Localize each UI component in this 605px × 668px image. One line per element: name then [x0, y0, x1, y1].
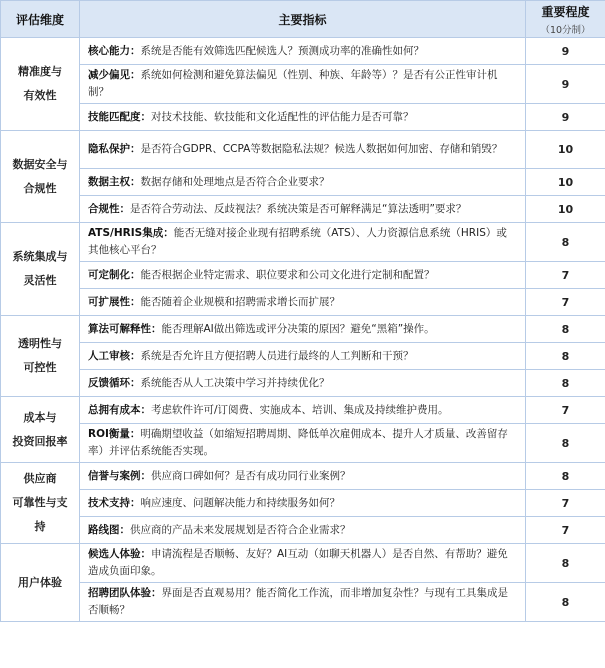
importance-score: 7 [526, 397, 605, 424]
indicator-description: 数据存储和处理地点是否符合企业要求？ [140, 175, 330, 188]
table-row [1, 424, 605, 463]
table-row [1, 196, 605, 223]
dimension-line: 精准度与 [18, 65, 62, 78]
indicator-name: 隐私保护： [88, 143, 141, 155]
table-row [1, 517, 605, 544]
indicator-name: 技术支持： [88, 496, 141, 509]
dimension-line: 有效性 [23, 89, 57, 102]
indicator-description: 系统能否从人工决策中学习并持续优化？ [140, 376, 330, 389]
table-row [1, 370, 605, 397]
indicator-name: 可定制化： [88, 268, 141, 281]
indicator-cell [80, 370, 526, 397]
indicator-name: 数据主权： [88, 175, 141, 188]
indicator-cell [80, 65, 526, 104]
importance-score: 8 [526, 316, 605, 343]
importance-score: 9 [526, 65, 605, 104]
importance-score: 7 [526, 262, 605, 289]
dimension-line: 持 [34, 520, 46, 533]
dimension-cell [1, 223, 80, 316]
importance-score: 8 [526, 463, 605, 490]
indicator-cell [80, 316, 526, 343]
indicator-cell [80, 104, 526, 131]
dimension-line: 可控性 [23, 361, 57, 374]
indicator-name: 合规性： [88, 202, 130, 215]
table-row [1, 490, 605, 517]
header-dimension: 评估维度 [1, 1, 80, 38]
indicator-name: 候选人体验： [88, 548, 151, 560]
table-row [1, 169, 605, 196]
dimension-cell [1, 131, 80, 223]
indicator-cell [80, 490, 526, 517]
importance-score: 8 [526, 583, 605, 622]
header-importance-scale: （10分制） [540, 24, 591, 36]
indicator-cell [80, 223, 526, 262]
indicator-cell [80, 517, 526, 544]
importance-score: 8 [526, 370, 605, 397]
indicator-description: 考虑软件许可/订阅费、实施成本、培训、集成及持续维护费用。 [151, 403, 449, 416]
indicator-description: 能否随着企业规模和招聘需求增长而扩展？ [140, 295, 340, 308]
indicator-description: 是否符合劳动法、反歧视法？系统决策是否可解释满足“算法透明”要求？ [130, 202, 467, 215]
header-importance-label: 重要程度 [541, 4, 590, 19]
indicator-description: 对技术技能、软技能和文化适配性的评估能力是否可靠？ [151, 110, 414, 123]
dimension-line: 投资回报率 [12, 434, 68, 448]
indicator-name: 可扩展性： [88, 295, 141, 308]
indicator-name: ATS/HRIS集成： [88, 227, 174, 239]
dimension-line: 可靠性与支 [12, 496, 68, 509]
dimension-line: 合规性 [23, 181, 57, 195]
indicator-description: 响应速度、问题解决能力和持续服务如何？ [140, 496, 340, 509]
dimension-cell [1, 463, 80, 544]
indicator-name: 算法可解释性： [88, 322, 162, 335]
table-row [1, 583, 605, 622]
indicator-cell [80, 583, 526, 622]
indicator-cell [80, 424, 526, 463]
importance-score: 8 [526, 544, 605, 583]
dimension-cell [1, 397, 80, 463]
indicator-description: 系统如何检测和避免算法偏见（性别、种族、年龄等）？是否有公正性审计机制？ [88, 69, 498, 98]
importance-score: 10 [526, 196, 605, 223]
table-body [1, 38, 605, 622]
header-row [1, 1, 605, 38]
importance-score: 7 [526, 490, 605, 517]
table-row [1, 104, 605, 131]
indicator-description: 系统是否允许且方便招聘人员进行最终的人工判断和干预？ [140, 349, 414, 362]
indicator-name: 反馈循环： [88, 376, 141, 389]
table-row [1, 262, 605, 289]
indicator-description: 供应商的产品未来发展规划是否符合企业需求？ [130, 523, 351, 536]
indicator-cell [80, 196, 526, 223]
indicator-cell [80, 131, 526, 169]
indicator-cell [80, 343, 526, 370]
indicator-name: 减少偏见： [88, 69, 141, 81]
table-row [1, 316, 605, 343]
indicator-description: 能否无缝对接企业现有招聘系统（ATS）、人力资源信息系统（HRIS）或其他核心平台？ [88, 227, 507, 256]
table-row [1, 397, 605, 424]
importance-score: 9 [526, 38, 605, 65]
importance-score: 10 [526, 169, 605, 196]
table-row [1, 544, 605, 583]
importance-score: 10 [526, 131, 605, 169]
importance-score: 7 [526, 517, 605, 544]
table-row [1, 38, 605, 65]
indicator-cell [80, 397, 526, 424]
indicator-name: 招聘团队体验： [88, 587, 162, 599]
dimension-line: 透明性与 [18, 337, 62, 350]
importance-score: 7 [526, 289, 605, 316]
table-row [1, 131, 605, 169]
indicator-description: 明确期望收益（如缩短招聘周期、降低单次雇佣成本、提升人才质量、改善留存率）并评估系统能否实现。 [88, 428, 508, 457]
indicator-description: 能否理解AI做出筛选或评分决策的原因？避免“黑箱”操作。 [161, 322, 435, 335]
indicator-name: ROI衡量： [88, 428, 141, 440]
indicator-cell [80, 289, 526, 316]
dimension-line: 数据安全与 [12, 157, 68, 171]
indicator-name: 核心能力： [88, 44, 141, 57]
importance-score: 8 [526, 223, 605, 262]
indicator-name: 总拥有成本： [88, 403, 151, 416]
indicator-description: 系统是否能有效筛选匹配候选人？预测成功率的准确性如何？ [140, 44, 424, 57]
table-row [1, 343, 605, 370]
dimension-line: 供应商 [23, 472, 57, 485]
dimension-cell [1, 316, 80, 397]
indicator-description: 供应商口碑如何？是否有成功同行业案例？ [151, 469, 351, 482]
dimension-cell [1, 544, 80, 622]
indicator-description: 是否符合GDPR、CCPA等数据隐私法规？候选人数据如何加密、存储和销毁？ [140, 143, 503, 155]
dimension-line: 灵活性 [23, 274, 57, 287]
importance-score: 8 [526, 343, 605, 370]
importance-score: 8 [526, 424, 605, 463]
table-row [1, 463, 605, 490]
dimension-line: 成本与 [23, 410, 57, 424]
importance-score: 9 [526, 104, 605, 131]
indicator-description: 能否根据企业特定需求、职位要求和公司文化进行定制和配置？ [140, 268, 435, 281]
table-row [1, 223, 605, 262]
header-indicator: 主要指标 [80, 1, 526, 38]
indicator-cell [80, 262, 526, 289]
indicator-name: 技能匹配度： [88, 110, 151, 123]
indicator-cell [80, 38, 526, 65]
indicator-cell [80, 463, 526, 490]
indicator-cell [80, 544, 526, 583]
header-importance [526, 1, 605, 38]
indicator-cell [80, 169, 526, 196]
dimension-cell [1, 38, 80, 131]
table-row [1, 289, 605, 316]
dimension-line: 用户体验 [18, 575, 62, 589]
indicator-name: 信誉与案例： [88, 469, 151, 482]
table-row [1, 65, 605, 104]
indicator-description: 申请流程是否顺畅、友好？AI互动（如聊天机器人）是否自然、有帮助？避免造成负面印象。 [88, 548, 508, 577]
indicator-description: 界面是否直观易用？能否简化工作流，而非增加复杂性？与现有工具集成是否顺畅？ [88, 587, 508, 616]
indicator-name: 人工审核： [88, 349, 141, 362]
dimension-line: 系统集成与 [12, 250, 68, 263]
indicator-name: 路线图： [88, 523, 130, 536]
